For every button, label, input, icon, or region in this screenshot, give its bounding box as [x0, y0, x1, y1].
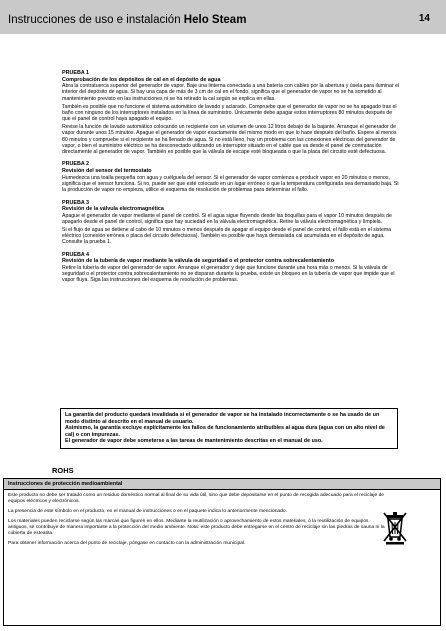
- warranty-line-2: Asimismo, la garantía excluye explícitamente los fallos de funcionamiento atribuibles al agua dura (agua con un alto nivel de cal) o con impurezas.: [65, 425, 385, 438]
- test-1-paragraph-1: Abra la contratuerca superior del generador de vapor. Baje una linterna conectada a una batería con cables por la abertura y úsela para iluminar el interior del depósito de agua. Si hay una capa de más de 3 cm de cal en el fondo, significa que el generador de vapor no se ha sometido al mantenimiento previsto en las instrucciones ni se ha retirado la cal según se explica en ellas.: [62, 83, 400, 102]
- test-2-title: PRUEBA 2: [62, 161, 90, 168]
- test-1-title: PRUEBA 1: [62, 70, 90, 76]
- document-title: [8, 14, 246, 26]
- test-2-subtitle: Revisión del sensor del termostato: [62, 168, 152, 175]
- test-2: [62, 161, 402, 193]
- environment-protection-box: [3, 478, 441, 626]
- environment-paragraph-4: Para obtener información acerca del punto de reciclaje, póngase en contacto con la administración municipal.: [8, 541, 246, 546]
- test-4-subtitle: Revisión de la tubería de vapor mediante la válvula de seguridad o el protector contra sobrecalentamiento: [62, 258, 335, 265]
- environment-box-body: [8, 493, 388, 551]
- test-3: [62, 200, 402, 246]
- title-product: Helo Steam: [183, 14, 247, 26]
- environment-box-title: Instrucciones de protección medioambiental: [4, 479, 440, 490]
- warranty-line-1: La garantía del producto quedará invalidada si el generador de vapor se ha instalado incorrectamente o se ha usado de un modo distinto al descrito en el manual de usuario.: [65, 412, 380, 425]
- test-3-subtitle: Revisión de la válvula electromagnética: [62, 206, 164, 213]
- warranty-line-3: El generador de vapor debe someterse a las tareas de mantenimiento descritas en el manual de uso.: [65, 438, 323, 444]
- test-3-paragraph-1: Apague el generador de vapor mediante el panel de control. Si el agua sigue fluyendo desde las boquillas para el vapor 10 minutos después de apagarlo desde el panel de control, significa que hay suciedad en la válvula electromagnética. Retire la válvula electromagnética y límpiela.: [62, 212, 392, 226]
- title-prefix: Instrucciones de uso e instalación: [8, 14, 184, 26]
- test-4-paragraph-1: Retire la tubería de vapor del generador de vapor. Arranque el generador y deje que funcione durante una hora más o menos. Si la válvula de seguridad o el protector contra sobrecalentamiento no se disparan durante la prueba, existe un bloqueo en la tubería de vapor que impide que el vapor fluya. Siga las instrucciones del esquema de resolución de problemas.: [62, 264, 395, 284]
- test-2-paragraph-1: Humedezca una toalla pequeña con agua y cuélguela del sensor. Si el generador de vapor comienza a producir vapor en 20 minutos o menos, significa que el sensor funciona. Si no, puede ser que esté colocado en un lugar erróneo o que la temperatura configurada sea demasiado baja. Si la producción de vapor no empieza, utilice el esquema de resolución de problemas para determinar el fallo.: [62, 174, 399, 194]
- test-4: [62, 252, 402, 284]
- warranty-warning-box: [60, 408, 398, 449]
- environment-paragraph-1: Este producto no debe ser tratado como un residuo doméstico normal al final de su vida útil, sino que debe depositarse en el punto de recogida adecuado para el reciclaje de equipos eléctricos y electrónicos.: [8, 493, 385, 504]
- crossed-out-wheelie-bin-icon: [380, 509, 410, 545]
- test-1-paragraph-3: Revise la función de lavado automático colocando un recipiente con un volumen de unos 12 litros debajo de la bajante. Arranque el generador de vapor durante unos 15 minutos. Apague el generador de vapor exactamente del mismo modo en que lo hace después del baño. Espere al menos 80 minutos y compruebe si el recipiente se ha llenado de agua. Si no está lleno, hay un problema con las conexiones eléctricas del generador de vapor, o bien el suministro eléctrico se ha desconectado utilizando un interruptor situado en el cable que va desde el panel de conmutación directamente al generador de vapor. También es posible que la válvula de escape esté bloqueada o que la placa del circuito esté defectuosa.: [62, 123, 397, 156]
- test-1-subtitle: Comprobación de los depósitos de cal en el depósito de agua: [62, 76, 221, 83]
- troubleshooting-tests: [62, 70, 402, 290]
- page-number: 14: [418, 13, 430, 24]
- environment-paragraph-3: Los materiales pueden reciclarse según las marcas que figuren en ellos. Mediante la reutilización o aprovechamiento de estos materiales, ó la reutilización de equipos antiguos, se contribuye de manera importante a la protección del medio ambiente. Nota: este producto debe entregarse en el centro de reciclaje sin las piedras de sauna ni la cubierta de esteatita.: [8, 519, 385, 536]
- test-3-title: PRUEBA 3: [62, 199, 90, 206]
- test-3-paragraph-2: Si el flujo de agua se detiene al cabo de 10 minutos o menos después de apagar el equipo desde el panel de control, el fallo está en el sistema eléctrico (conexión errónea o placa del circuito defectuosa). También es posible que haya demasiada cal acumulada en el depósito de agua. Consulte la prueba 1.: [62, 226, 392, 246]
- page-header: [0, 0, 446, 34]
- environment-paragraph-2: La presencia de este símbolo en el producto, en el manual de instrucciones o en el paquete indica lo anteriormente mencionado.: [8, 509, 287, 514]
- test-1-paragraph-2: También es posible que no funcione el sistema automático de lavado y aclarado. Compruebe que el generador de vapor no se ha apagado tras el baño con ninguno de los interruptores instalados en la línea de suministro. Únicamente debe apagar estos interruptores 80 minutos después de que el panel de control haya apagado el equipo.: [62, 103, 397, 123]
- rohs-heading: ROHS: [52, 466, 74, 475]
- test-1: [62, 70, 402, 155]
- test-4-title: PRUEBA 4: [62, 251, 90, 258]
